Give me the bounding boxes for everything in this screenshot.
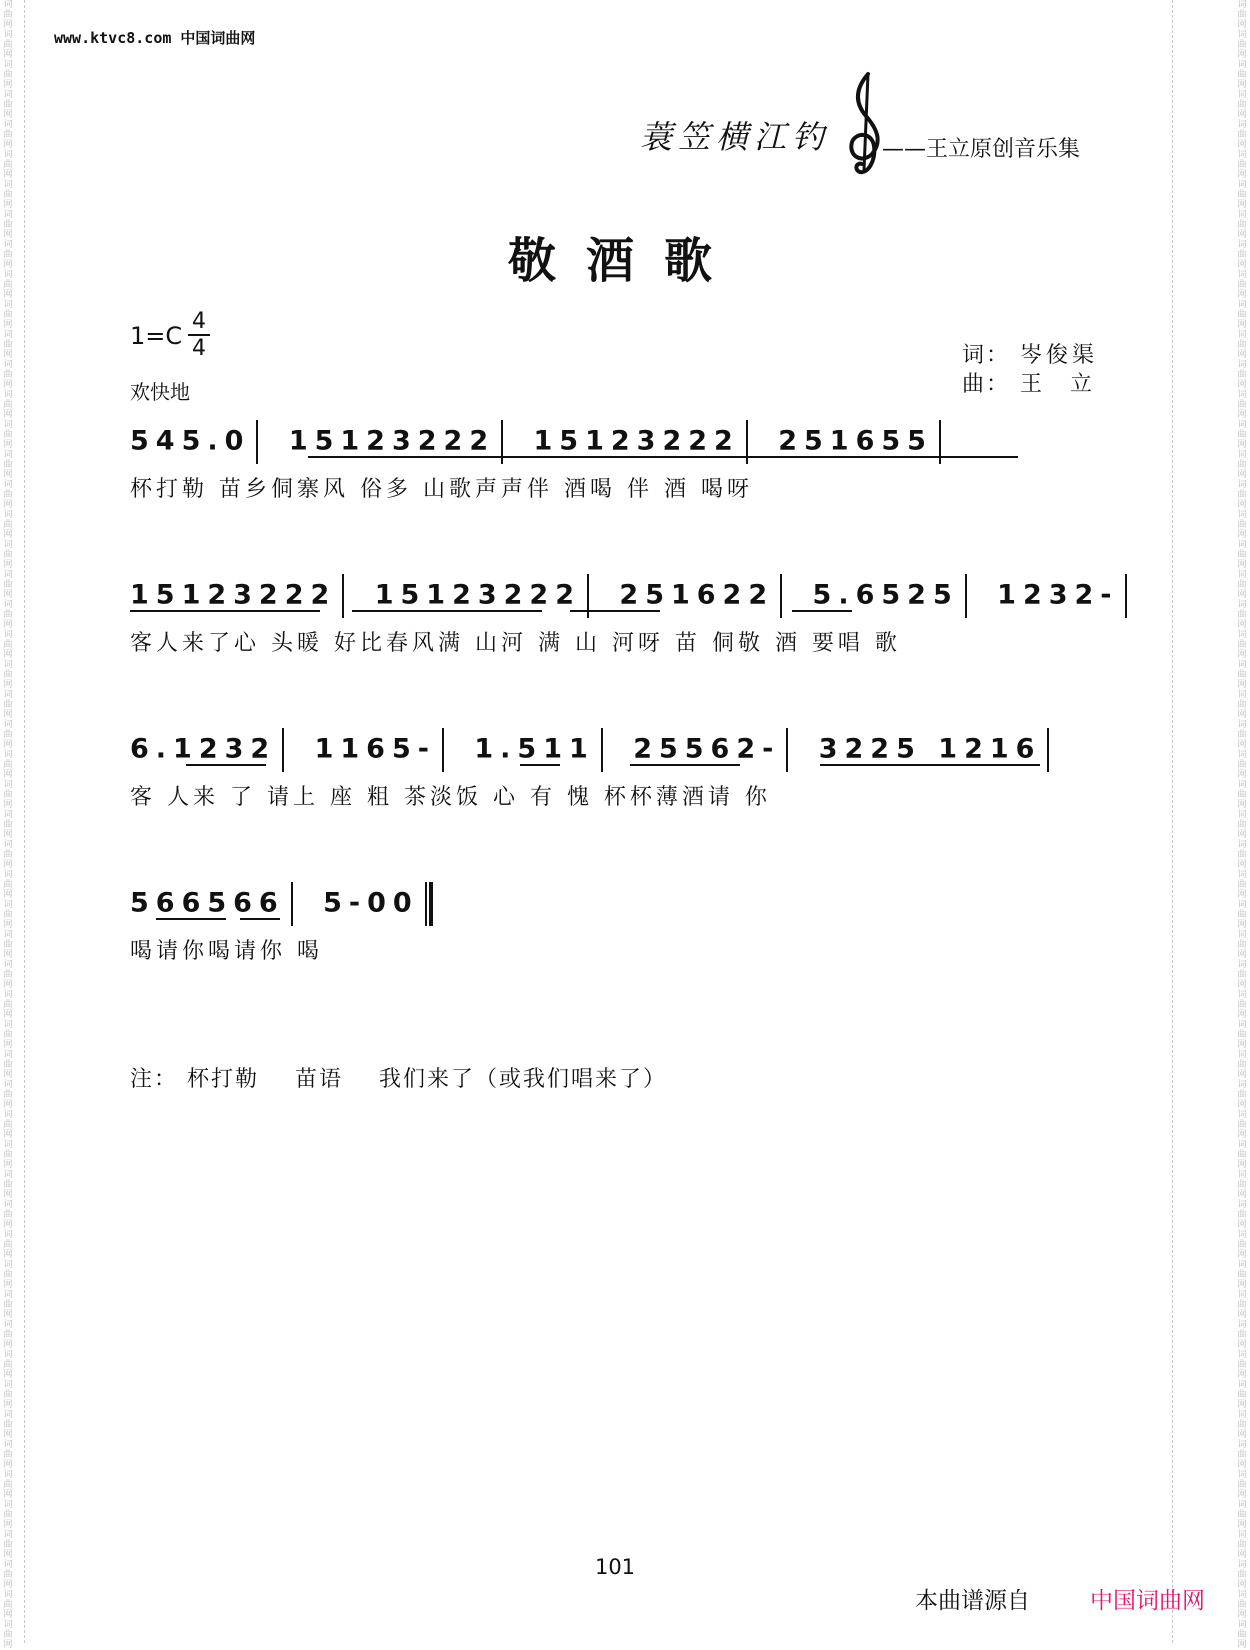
measure: 15123222 — [288, 425, 496, 457]
measure: 15123222 — [130, 579, 337, 611]
measure: 15123222 — [533, 425, 740, 457]
composer-label: 曲： — [962, 372, 1011, 397]
measure: 5.6525 — [812, 579, 959, 611]
composer-name: 王立 — [1020, 372, 1121, 397]
barline — [256, 420, 258, 464]
time-signature-bottom: 4 — [192, 336, 206, 361]
measure: 1.511 — [474, 733, 595, 765]
measure: 1165- — [314, 733, 436, 765]
beam-underline — [792, 610, 852, 612]
lyricist-label: 词： — [962, 343, 1011, 368]
left-margin-watermark: 词曲网词曲网词曲网词曲网词曲网词曲网词曲网词曲网词曲网词曲网词曲网词曲网词曲网词曲网词曲网词曲网词曲网词曲网词曲网词曲网词曲网词曲网词曲网词曲网词曲网词曲网词曲网词曲网词曲网词曲网词曲网词曲网词曲网词曲网词曲网词曲网词曲网词曲网词曲网词曲网词曲网词曲网词曲网词曲网词曲网词曲网词曲网词曲网词曲网词曲网词曲网词曲网词曲网词曲网词曲网 — [3, 0, 13, 1650]
beam-underline — [820, 764, 1040, 766]
barline — [442, 728, 444, 772]
beam-underline — [578, 456, 858, 458]
beam-underline — [848, 456, 1018, 458]
tempo-marking: 欢快地 — [130, 380, 190, 404]
barline — [291, 882, 293, 926]
beam-underline — [156, 918, 226, 920]
measure: 1232- — [997, 579, 1119, 611]
time-signature — [188, 310, 210, 360]
beam-underline — [630, 764, 740, 766]
final-barline — [425, 882, 433, 926]
beam-underline — [570, 610, 660, 612]
measure: 6.1232 — [130, 733, 277, 765]
beam-underline — [520, 764, 560, 766]
barline — [282, 728, 284, 772]
lyrics-row: 杯打勒 苗乡侗寨风 俗多 山歌声声伴 酒喝 伴 酒 喝呀 — [130, 477, 753, 502]
measure: 5-00 — [323, 887, 419, 919]
measure: 251655 — [778, 425, 933, 457]
barline — [1125, 574, 1127, 618]
barline — [965, 574, 967, 618]
beam-underline — [186, 764, 266, 766]
right-margin-watermark: 词曲网词曲网词曲网词曲网词曲网词曲网词曲网词曲网词曲网词曲网词曲网词曲网词曲网词曲网词曲网词曲网词曲网词曲网词曲网词曲网词曲网词曲网词曲网词曲网词曲网词曲网词曲网词曲网词曲网词曲网词曲网词曲网词曲网词曲网词曲网词曲网词曲网词曲网词曲网词曲网词曲网词曲网词曲网词曲网词曲网词曲网词曲网词曲网词曲网词曲网词曲网词曲网词曲网词曲网词曲网 — [1237, 0, 1247, 1650]
page-number: 101 — [594, 1555, 636, 1579]
source-label: 本曲谱源自 — [915, 1588, 1030, 1614]
key-signature: 1=C — [130, 322, 183, 350]
song-title: 敬酒歌 — [507, 233, 742, 289]
beam-underline — [352, 610, 542, 612]
barline — [786, 728, 788, 772]
footnote: 注： 杯打勒 苗语 我们来了（或我们唱来了） — [130, 1067, 667, 1092]
barline — [601, 728, 603, 772]
composer-credit — [962, 367, 1120, 398]
measure: 3225 1216 — [818, 733, 1042, 765]
beam-underline — [130, 610, 320, 612]
lyrics-row: 客人来了心 头暖 好比春风满 山河 满 山 河呀 苗 侗敬 酒 要唱 歌 — [130, 631, 901, 656]
measure: 25562- — [633, 733, 781, 765]
barline — [1047, 728, 1049, 772]
measure: 15123222 — [374, 579, 581, 611]
source-site-link[interactable]: 中国词曲网 — [1090, 1588, 1205, 1614]
treble-clef-icon — [842, 70, 890, 180]
time-signature-top: 4 — [192, 309, 206, 334]
lyrics-row: 客 人来 了 请上 座 粗 茶淡饭 心 有 愧 杯杯薄酒请 你 — [130, 785, 771, 810]
site-url[interactable]: www.ktvc8.com 中国词曲网 — [54, 29, 256, 47]
collection-title: ——王立原创音乐集 — [882, 137, 1081, 162]
measure: 545.0 — [130, 425, 251, 457]
barline — [342, 574, 344, 618]
barline — [780, 574, 782, 618]
lyricist-credit — [962, 338, 1098, 369]
measure: 566566 — [130, 887, 285, 919]
book-title: 蓑笠横江钓 — [640, 118, 831, 156]
measure: 251622 — [619, 579, 775, 611]
beam-underline — [308, 456, 598, 458]
beam-underline — [240, 918, 280, 920]
lyricist-name: 岑俊渠 — [1020, 343, 1099, 368]
lyrics-row: 喝请你喝请你 喝 — [130, 939, 323, 964]
